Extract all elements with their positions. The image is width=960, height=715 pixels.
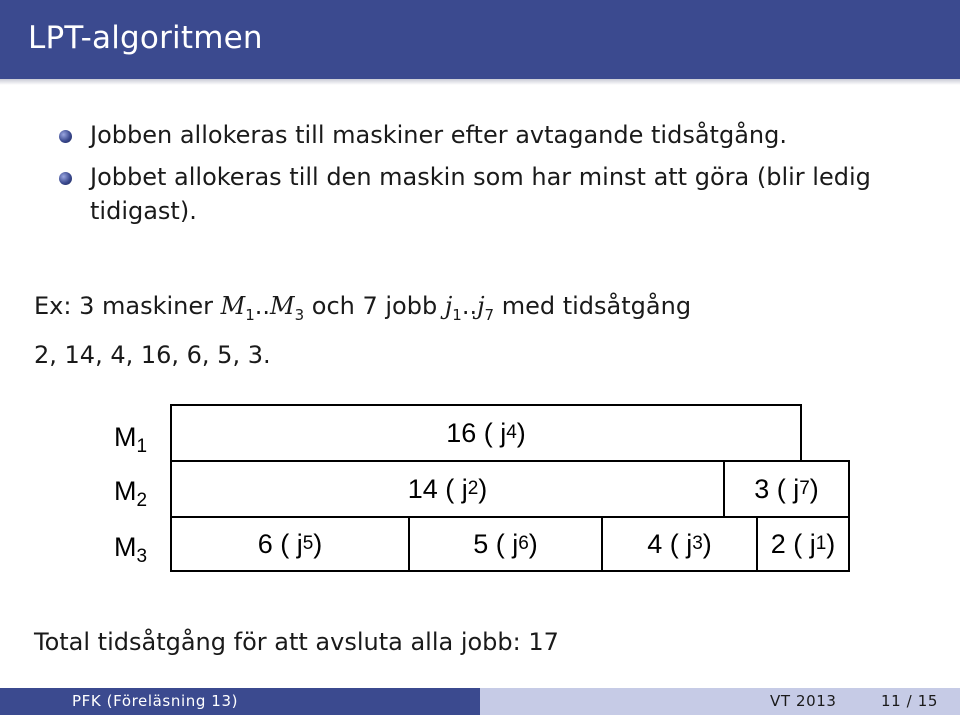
range-dots: .. — [254, 292, 270, 320]
job-block: 6 ( j 5 ) — [170, 516, 410, 572]
job-block: 3 ( j 7 ) — [723, 460, 850, 518]
job-symbol: j — [477, 292, 485, 320]
example-mid: och 7 jobb — [304, 292, 445, 320]
example-suffix: med tidsåtgång — [494, 292, 692, 320]
job-block: 4 ( j 3 ) — [601, 516, 758, 572]
job-block: 5 ( j 6 ) — [408, 516, 603, 572]
footer-page-number: 11 / 15 — [881, 692, 938, 710]
job-block: 14 ( j 2 ) — [170, 460, 725, 518]
bullet-icon — [59, 130, 72, 143]
machine-label: $M_1$ — [114, 422, 148, 457]
machine-symbol: M — [220, 292, 246, 320]
machine-label: $M_3$ — [114, 532, 148, 567]
machine-label: $M_2$ — [114, 476, 148, 511]
range-dots: .. — [461, 292, 478, 320]
job-symbol: j — [444, 292, 453, 320]
bullet-icon — [59, 172, 72, 185]
total-time-text: Total tidsåtgång för att avsluta alla jobb: 17 — [34, 628, 559, 656]
footer — [0, 688, 960, 715]
machine-symbol: M — [270, 292, 295, 320]
job-index: 7 — [484, 305, 495, 324]
example-text — [34, 286, 691, 375]
bullet-item — [56, 160, 936, 228]
job-index: 1 — [452, 305, 462, 324]
job-block: 16 ( j 4 ) — [170, 404, 802, 462]
footer-course: PFK (Föreläsning 13) — [0, 688, 480, 715]
machine-index: 3 — [294, 305, 305, 324]
bullet-item — [56, 118, 936, 152]
bullet-list — [56, 118, 936, 236]
machine-index: 1 — [245, 305, 255, 324]
title-bar-shadow — [0, 79, 960, 85]
example-prefix: Ex: 3 maskiner — [34, 292, 221, 320]
durations-list: 2, 14, 4, 16, 6, 5, 3. — [34, 340, 271, 369]
footer-info — [480, 688, 960, 715]
title-bar — [0, 0, 960, 79]
bullet-text: Jobbet allokeras till den maskin som har minst att göra (blir ledig tidigast). — [90, 163, 871, 225]
job-block: 2 ( j 1 ) — [756, 516, 850, 572]
slide-title: LPT-algoritmen — [28, 20, 263, 56]
bullet-text: Jobben allokeras till maskiner efter avtagande tidsåtgång. — [90, 121, 787, 149]
footer-date: VT 2013 — [770, 692, 837, 710]
